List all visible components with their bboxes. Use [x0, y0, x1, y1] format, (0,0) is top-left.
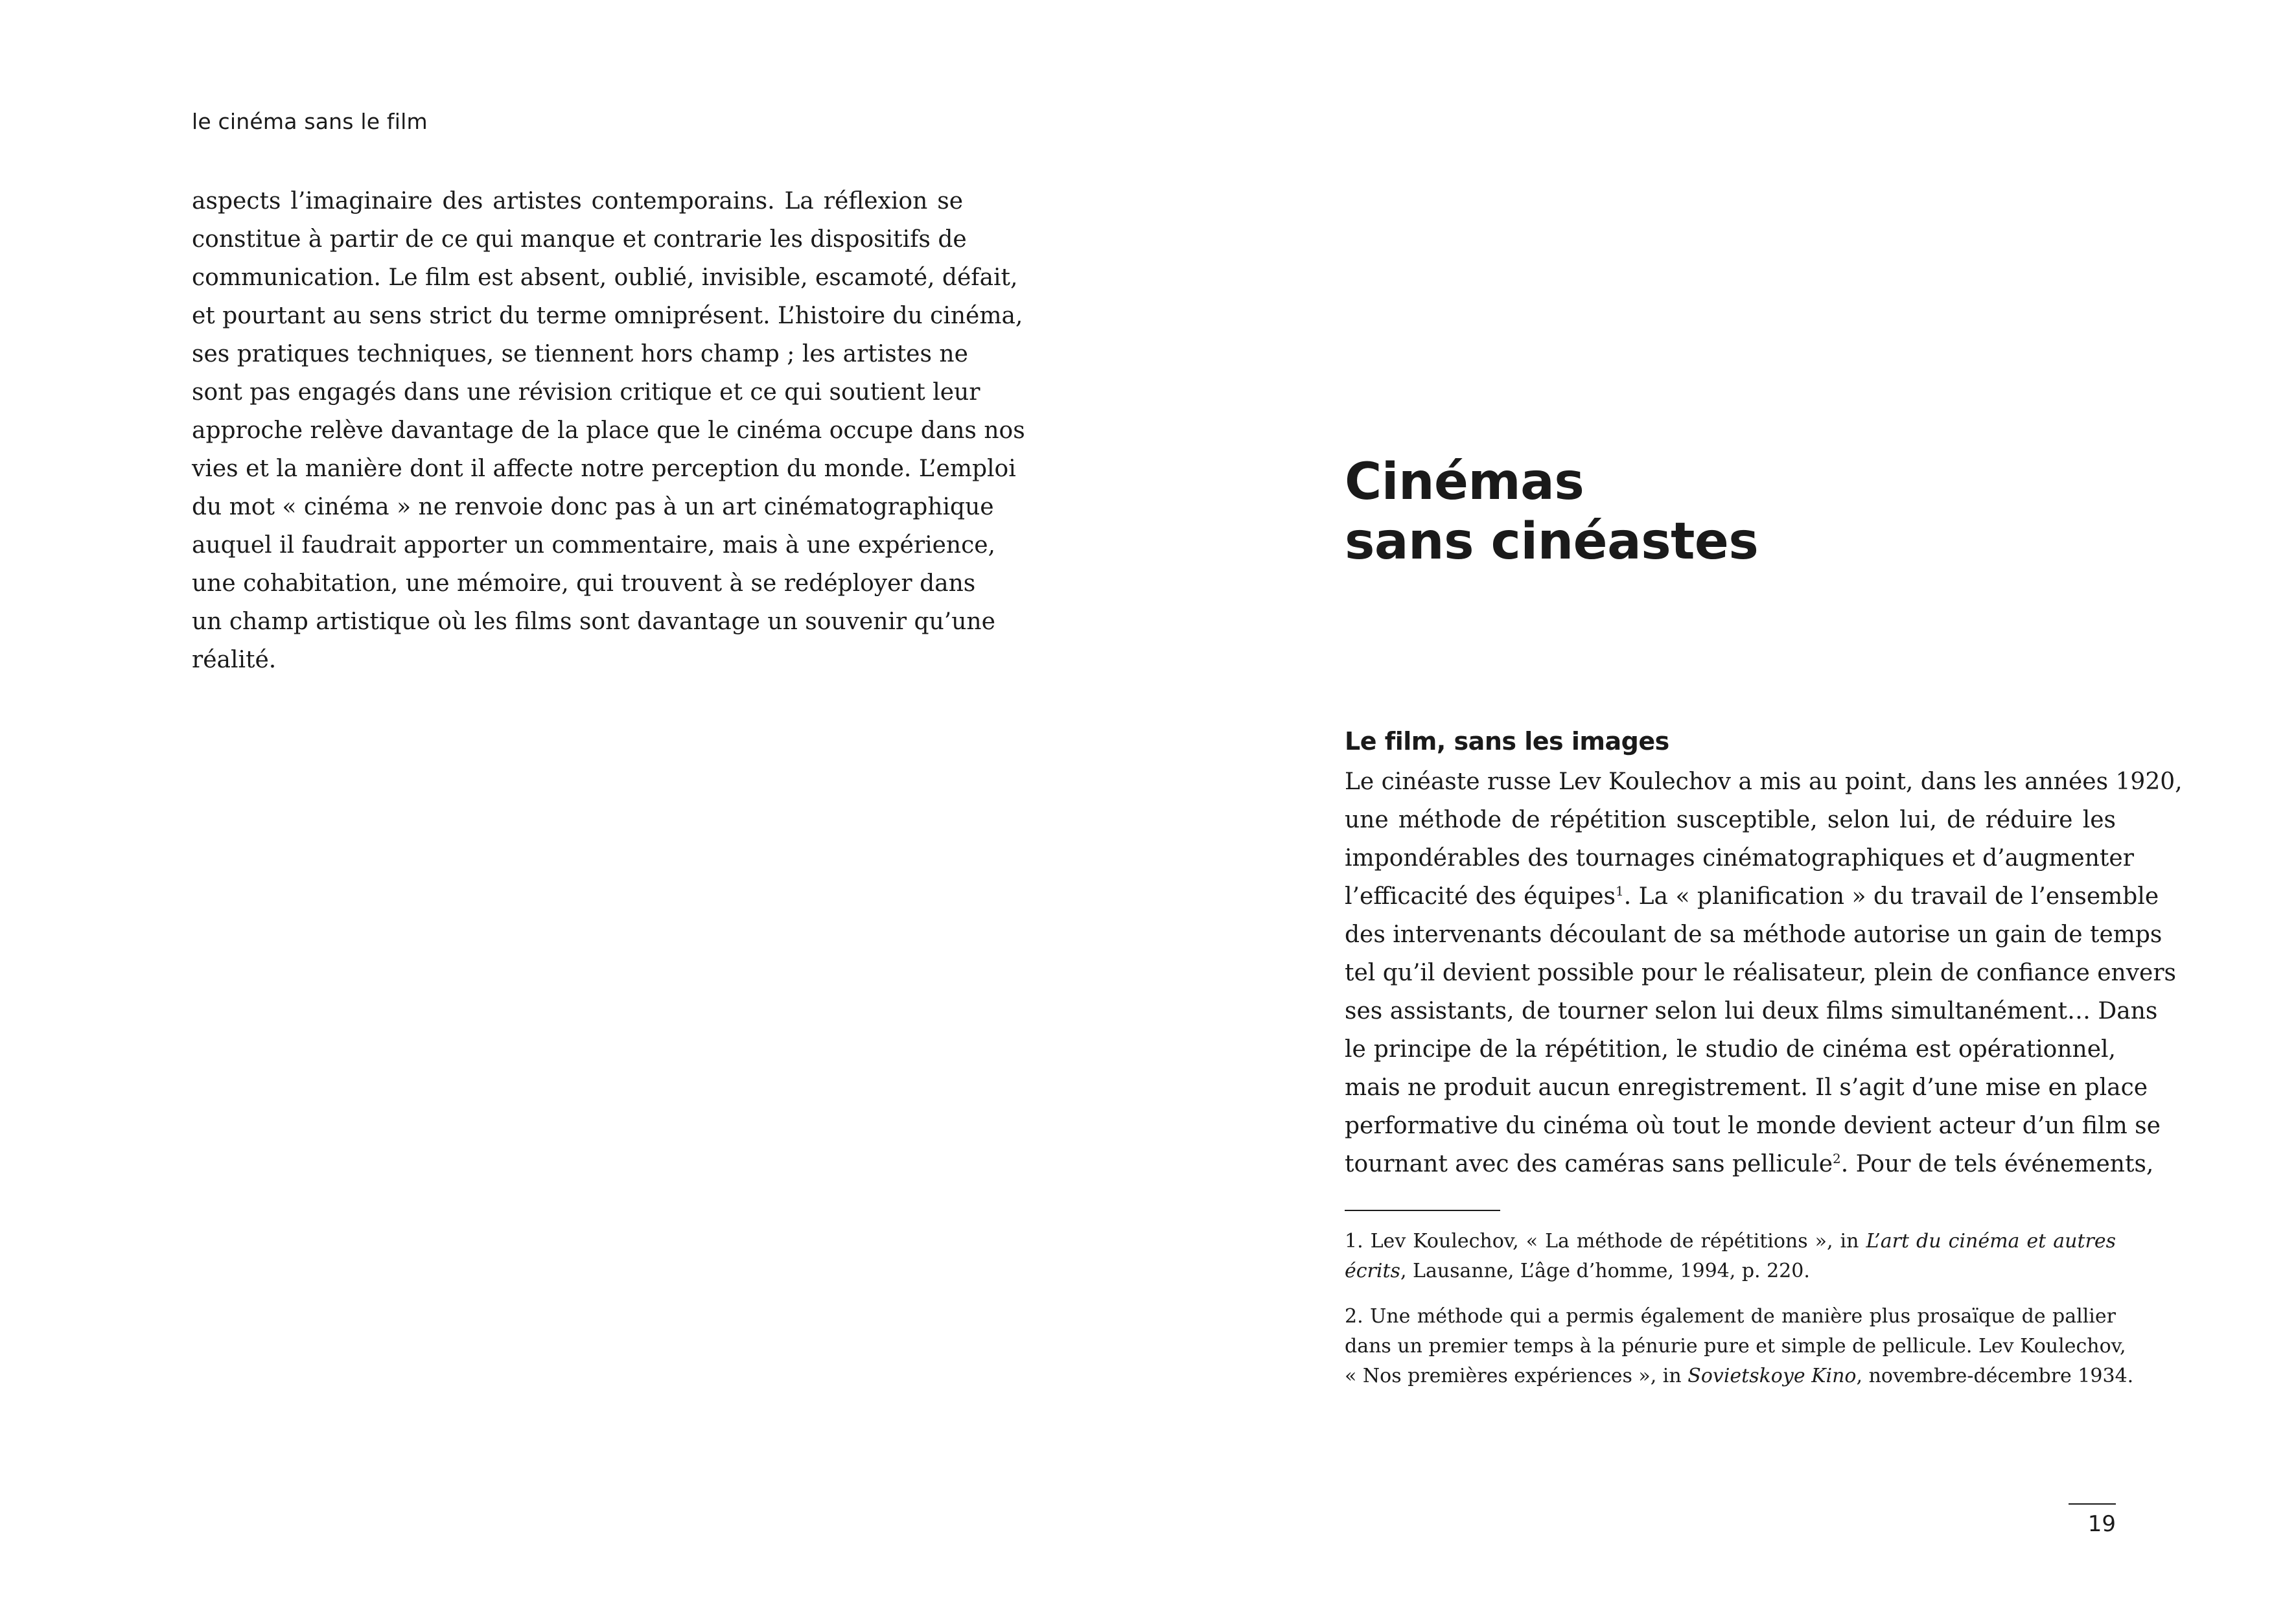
footnote-ref-2[interactable]: 2 [1833, 1151, 1841, 1166]
text-line: constitue à partir de ce qui manque et contrarie les dispositifs de [192, 226, 967, 253]
text-line: du mot « cinéma » ne renvoie donc pas à un art cinématographique [192, 494, 994, 520]
footnote-ref-1[interactable]: 1 [1616, 883, 1624, 899]
section-heading: Le film, sans les images [1345, 727, 1669, 756]
text-segment: tournant avec des caméras sans pellicule [1345, 1151, 1833, 1177]
text-line: vies et la manière dont il affecte notre perception du monde. L’emploi [192, 456, 1016, 482]
text-line: approche relève davantage de la place que le cinéma occupe dans nos [192, 417, 1025, 444]
footnote-line [1345, 1361, 2134, 1391]
footnote-line: dans un premier temps à la pénurie pure et simple de pellicule. Lev Koulechov, [1345, 1335, 2126, 1358]
chapter-title [1345, 452, 1758, 572]
right-page-body-text [1345, 763, 2183, 1183]
text-line: une méthode de répétition susceptible, selon lui, de réduire les [1345, 807, 2116, 833]
footnote-line [1345, 1227, 2116, 1256]
footnote-1 [1345, 1227, 2116, 1286]
text-segment: . Pour de tels événements, [1840, 1151, 2154, 1177]
footnote-book-title: écrits [1345, 1260, 1400, 1282]
text-line: Le cinéaste russe Lev Koulechov a mis au point, dans les années 1920, [1345, 769, 2183, 795]
page-number-rule [2069, 1503, 2116, 1505]
text-line: performative du cinéma où tout le monde devient acteur d’un film se [1345, 1113, 2161, 1139]
text-line: ses assistants, de tourner selon lui deux films simultanément… Dans [1345, 998, 2158, 1024]
text-line [1345, 1145, 2154, 1183]
text-line: des intervenants découlant de sa méthode autorise un gain de temps [1345, 921, 2163, 948]
footnote-2 [1345, 1302, 2134, 1391]
text-line: le principe de la répétition, le studio de cinéma est opérationnel, [1345, 1036, 2116, 1063]
footnote-line: 2. Une méthode qui a permis également de manière plus prosaïque de pallier [1345, 1305, 2116, 1328]
text-line: et pourtant au sens strict du terme omniprésent. L’histoire du cinéma, [192, 303, 1023, 329]
text-line: une cohabitation, une mémoire, qui trouvent à se redéployer dans [192, 570, 976, 597]
text-line: mais ne produit aucun enregistrement. Il s’agit d’une mise en place [1345, 1074, 2148, 1101]
footnote-text: , Lausanne, L’âge d’homme, 1994, p. 220. [1400, 1260, 1810, 1282]
text-line: ses pratiques techniques, se tiennent hors champ ; les artistes ne [192, 341, 968, 367]
footnote-text: « Nos premières expériences », in [1345, 1365, 1688, 1387]
running-head: le cinéma sans le film [192, 109, 428, 134]
text-segment: l’efficacité des équipes [1345, 883, 1616, 910]
text-line [1345, 877, 2159, 916]
footnote-book-title: L’art du cinéma et autres [1866, 1230, 2116, 1253]
chapter-title-line: sans cinéastes [1345, 513, 1759, 571]
page-number: 19 [2087, 1511, 2116, 1537]
left-page-body-text [192, 182, 1025, 679]
text-line: réalité. [192, 647, 277, 673]
chapter-title-line: Cinémas [1345, 453, 1584, 511]
footnote-divider [1345, 1210, 1500, 1211]
footnote-line [1345, 1256, 2116, 1286]
text-segment: . La « planification » du travail de l’ensemble [1623, 883, 2159, 910]
text-line: sont pas engagés dans une révision critique et ce qui soutient leur [192, 379, 980, 406]
text-line: aspects l’imaginaire des artistes contemporains. La réflexion se [192, 188, 963, 214]
text-line: un champ artistique où les films sont davantage un souvenir qu’une [192, 608, 995, 635]
footnotes [1345, 1227, 2134, 1407]
footnote-text: , novembre-décembre 1934. [1856, 1365, 2134, 1387]
text-line: tel qu’il devient possible pour le réalisateur, plein de confiance envers [1345, 960, 2177, 986]
text-line: auquel il faudrait apporter un commentaire, mais à une expérience, [192, 532, 995, 559]
footnote-journal-title: Sovietskoye Kino [1687, 1365, 1857, 1387]
text-line: communication. Le film est absent, oublié, invisible, escamoté, défait, [192, 264, 1018, 291]
footnote-text: 1. Lev Koulechov, « La méthode de répétitions », in [1345, 1230, 1866, 1253]
text-line: impondérables des tournages cinématographiques et d’augmenter [1345, 845, 2134, 872]
